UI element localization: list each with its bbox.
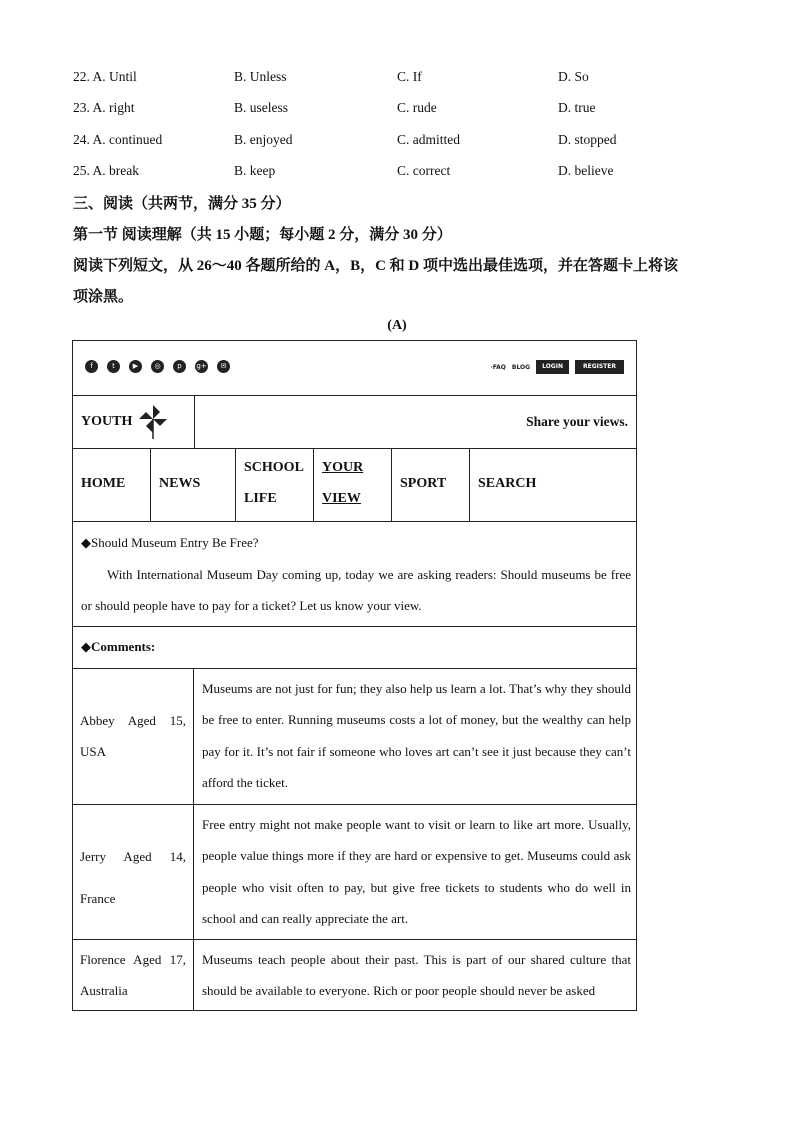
- comment-author-cell: [73, 804, 194, 939]
- comment-text: Museums are not just for fun; they also help us learn a lot. That’s why they should be free to enter. Running museums costs a lot of money, but the wealthy can help pay for it. It’s not fair if someone who loves art can’t see it just because they can’t afford the ticket.: [202, 681, 631, 790]
- nav-your-view[interactable]: YOUR VIEW: [314, 448, 392, 521]
- question-row: [73, 100, 723, 120]
- nav-news[interactable]: NEWS: [151, 448, 236, 521]
- instruction-line-1: 阅读下列短文，从 26～40 各题所给的 A，B，C 和 D 项中选出最佳选项，并在答题卡上将该: [73, 258, 679, 274]
- option-b: B. useless: [234, 100, 288, 115]
- option-a: 23. A. right: [73, 100, 135, 115]
- logo[interactable]: [73, 395, 195, 448]
- option-c: C. rude: [397, 100, 437, 115]
- comment-author: Jerry Aged 14, France: [80, 849, 186, 906]
- question-title: ◆Should Museum Entry Be Free?: [81, 535, 259, 550]
- comment-author-cell: [73, 939, 194, 1010]
- comment-row: [73, 939, 636, 1010]
- instagram-icon[interactable]: ◎: [151, 360, 164, 373]
- option-b: B. enjoyed: [234, 132, 293, 147]
- option-d: D. stopped: [558, 132, 617, 147]
- googleplus-icon[interactable]: g+: [195, 360, 208, 373]
- question-row: [73, 163, 723, 183]
- comment-row: [73, 804, 636, 940]
- option-c: C. admitted: [397, 132, 460, 147]
- option-a: 25. A. break: [73, 163, 139, 178]
- top-bar: [73, 341, 636, 396]
- pinterest-icon[interactable]: p: [173, 360, 186, 373]
- comment-author-cell: [73, 668, 194, 804]
- nav-sport[interactable]: SPORT: [392, 448, 470, 521]
- option-c: C. If: [397, 69, 422, 84]
- tagline: Share your views.: [526, 414, 628, 429]
- blog-link[interactable]: BLOG: [511, 363, 531, 371]
- comment-row: [73, 668, 636, 805]
- faq-link[interactable]: ·FAQ: [490, 363, 506, 371]
- option-d: D. So: [558, 69, 589, 84]
- register-button[interactable]: REGISTER: [575, 360, 624, 374]
- pinwheel-icon: [138, 404, 168, 440]
- twitter-icon[interactable]: t: [107, 360, 120, 373]
- question-row: [73, 132, 723, 152]
- header-row: [73, 395, 636, 449]
- option-d: D. believe: [558, 163, 614, 178]
- comment-text: Free entry might not make people want to visit or learn to like art more. Usually, people value things more if they are hard or expensive to get. Museums could ask people who visit often to pay, but give free tickets to students who do well in school and can really appreciate the art.: [202, 817, 631, 926]
- brand-name: YOUTH: [81, 414, 133, 429]
- youtube-icon[interactable]: ▶: [129, 360, 142, 373]
- comment-text: Museums teach people about their past. This is part of our shared culture that should be available to everyone. Rich or poor people should never be asked: [202, 952, 631, 999]
- website-mockup: [72, 340, 637, 1011]
- option-a: 22. A. Until: [73, 69, 137, 84]
- main-nav: [73, 448, 636, 522]
- section-title: 三、阅读（共两节，满分 35 分）: [73, 196, 291, 212]
- question-row: [73, 69, 723, 89]
- email-icon[interactable]: ✉: [217, 360, 230, 373]
- discussion-question: [73, 521, 636, 627]
- login-button[interactable]: LOGIN: [536, 360, 569, 374]
- nav-school-life[interactable]: SCHOOL LIFE: [236, 448, 314, 521]
- question-text: With International Museum Day coming up, today we are asking readers: Should museums be free or should people have to pay for a ticket? Let us know your view.: [81, 567, 631, 613]
- top-links: [490, 360, 624, 374]
- comment-author: Florence Aged 17, Australia: [80, 952, 186, 998]
- social-icons: [85, 360, 230, 373]
- instruction-line-2: 项涂黑。: [73, 289, 134, 305]
- option-a: 24. A. continued: [73, 132, 163, 147]
- option-b: B. keep: [234, 163, 276, 178]
- nav-search[interactable]: SEARCH: [478, 476, 537, 491]
- passage-label: (A): [387, 318, 407, 333]
- option-b: B. Unless: [234, 69, 287, 84]
- comment-author: Abbey Aged 15, USA: [80, 713, 186, 759]
- comments-label: ◆Comments:: [81, 639, 156, 654]
- option-c: C. correct: [397, 163, 451, 178]
- part-title: 第一节 阅读理解（共 15 小题；每小题 2 分，满分 30 分）: [73, 227, 452, 243]
- option-d: D. true: [558, 100, 596, 115]
- nav-home[interactable]: HOME: [73, 448, 151, 521]
- comments-header: [73, 626, 636, 669]
- facebook-icon[interactable]: f: [85, 360, 98, 373]
